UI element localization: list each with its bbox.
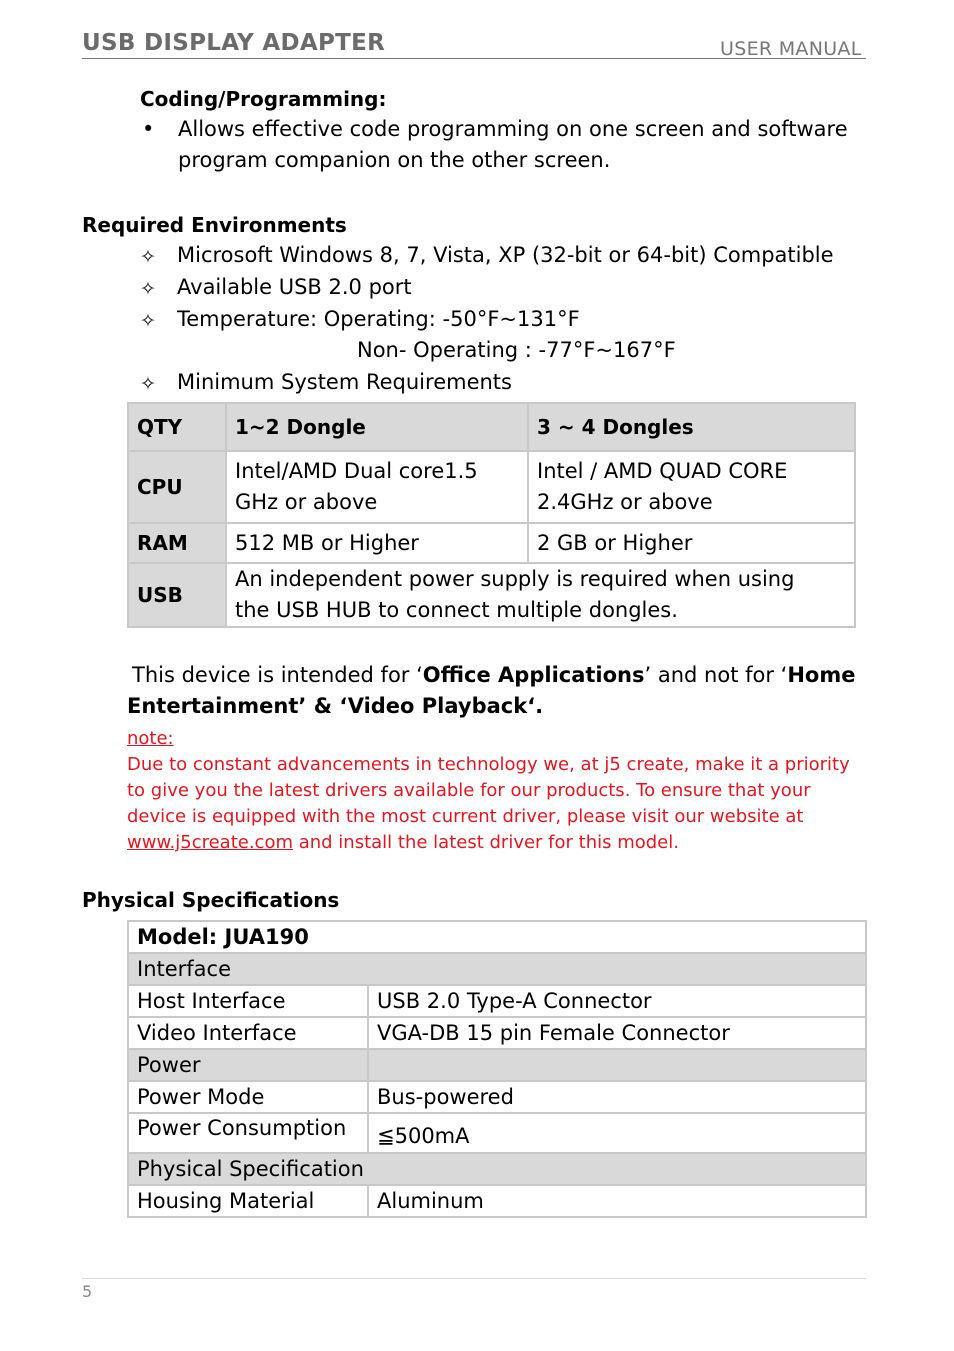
physical-spec-table xyxy=(127,920,867,1218)
table-row xyxy=(128,1017,866,1049)
table-row xyxy=(128,523,855,563)
table-row xyxy=(128,451,855,523)
req-item-temp: Temperature: Operating: -50°F~131°F xyxy=(177,307,580,331)
intended-use-line-1 xyxy=(132,663,855,687)
intended-use-line-2 xyxy=(127,694,543,718)
row-label-cpu: CPU xyxy=(128,451,226,523)
text-bold: Home xyxy=(787,663,856,687)
cell-line: the USB HUB to connect multiple dongles. xyxy=(235,598,678,622)
note-line-rest: and install the latest driver for this model. xyxy=(293,832,679,853)
section-power-empty xyxy=(368,1049,866,1081)
page-number: 5 xyxy=(82,1282,93,1301)
header-rule xyxy=(82,58,866,59)
table-row xyxy=(128,953,866,985)
req-item-temp-nonop: Non- Operating : -77°F~167°F xyxy=(357,338,676,362)
note-line xyxy=(127,830,850,856)
req-item-os: Microsoft Windows 8, 7, Vista, XP (32-bit or 64-bit) Compatible xyxy=(177,243,834,267)
cell-line: Intel/AMD Dual core1.5 xyxy=(235,459,478,483)
star-bullet-icon: ✧ xyxy=(140,278,156,300)
cell-line: 2.4GHz or above xyxy=(537,490,713,514)
cell-cpu-3-4 xyxy=(528,451,855,523)
header-1-2-dongle: 1~2 Dongle xyxy=(226,403,528,451)
note-line: device is equipped with the most current driver, please visit our website at xyxy=(127,806,804,827)
coding-heading: Coding/Programming: xyxy=(140,87,387,111)
cell-line: Intel / AMD QUAD CORE xyxy=(537,459,788,483)
text-bold: Video Playback xyxy=(347,694,528,718)
value-power-consumption: ≦500mA xyxy=(368,1113,866,1153)
table-row xyxy=(128,921,866,953)
section-physical-spec: Physical Specification xyxy=(128,1153,866,1185)
table-row xyxy=(128,1049,866,1081)
value-host-interface: USB 2.0 Type-A Connector xyxy=(368,985,866,1017)
document-title: USB DISPLAY ADAPTER xyxy=(82,30,386,56)
table-row xyxy=(128,1081,866,1113)
note-block xyxy=(127,726,850,856)
label-host-interface: Host Interface xyxy=(128,985,368,1017)
cell-cpu-1-2 xyxy=(226,451,528,523)
text: ‘. xyxy=(527,694,544,718)
req-item-min-sys: Minimum System Requirements xyxy=(177,370,512,394)
note-line: to give you the latest drivers available for our products. To ensure that your xyxy=(127,780,811,801)
bullet-icon: • xyxy=(142,117,155,141)
table-row xyxy=(128,563,855,627)
text: This device is intended for ‘ xyxy=(132,663,423,687)
req-item-usb: Available USB 2.0 port xyxy=(177,275,412,299)
footer-rule xyxy=(82,1278,866,1279)
label-power-consumption: Power Consumption xyxy=(128,1113,368,1153)
cell-line: GHz or above xyxy=(235,490,378,514)
text-bold: Office Applications xyxy=(422,663,645,687)
website-link[interactable]: www.j5create.com xyxy=(127,832,293,853)
table-row xyxy=(128,1153,866,1185)
header-3-4-dongles: 3 ~ 4 Dongles xyxy=(528,403,855,451)
header-user-manual: USER MANUAL xyxy=(720,38,862,60)
note-line: Due to constant advancements in technology we, at j5 create, make it a priority xyxy=(127,754,850,775)
text: ’ & ‘ xyxy=(298,694,348,718)
coding-line-2: program companion on the other screen. xyxy=(178,148,611,172)
star-bullet-icon: ✧ xyxy=(140,373,156,395)
value-video-interface: VGA-DB 15 pin Female Connector xyxy=(368,1017,866,1049)
label-power-mode: Power Mode xyxy=(128,1081,368,1113)
star-bullet-icon: ✧ xyxy=(140,310,156,332)
value-power-mode: Bus-powered xyxy=(368,1081,866,1113)
text: ’ and not for ‘ xyxy=(644,663,788,687)
required-heading: Required Environments xyxy=(82,213,347,237)
cell-usb-note xyxy=(226,563,855,627)
value-housing-material: Aluminum xyxy=(368,1185,866,1217)
note-label: note: xyxy=(127,728,174,749)
label-housing-material: Housing Material xyxy=(128,1185,368,1217)
physical-heading: Physical Specifications xyxy=(82,888,340,912)
coding-line-1: Allows effective code programming on one screen and software xyxy=(178,117,848,141)
cell-ram-1-2: 512 MB or Higher xyxy=(226,523,528,563)
row-label-ram: RAM xyxy=(128,523,226,563)
model-cell: Model: JUA190 xyxy=(128,921,866,953)
table-row xyxy=(128,1185,866,1217)
star-bullet-icon: ✧ xyxy=(140,246,156,268)
table-row xyxy=(128,1113,866,1153)
cell-ram-3-4: 2 GB or Higher xyxy=(528,523,855,563)
text-bold: Entertainment xyxy=(127,694,299,718)
header-qty: QTY xyxy=(128,403,226,451)
system-requirements-table xyxy=(127,402,856,628)
table-row xyxy=(128,985,866,1017)
section-power: Power xyxy=(128,1049,368,1081)
cell-line: An independent power supply is required when using xyxy=(235,567,795,591)
section-interface: Interface xyxy=(128,953,866,985)
row-label-usb: USB xyxy=(128,563,226,627)
label-video-interface: Video Interface xyxy=(128,1017,368,1049)
table-row xyxy=(128,403,855,451)
